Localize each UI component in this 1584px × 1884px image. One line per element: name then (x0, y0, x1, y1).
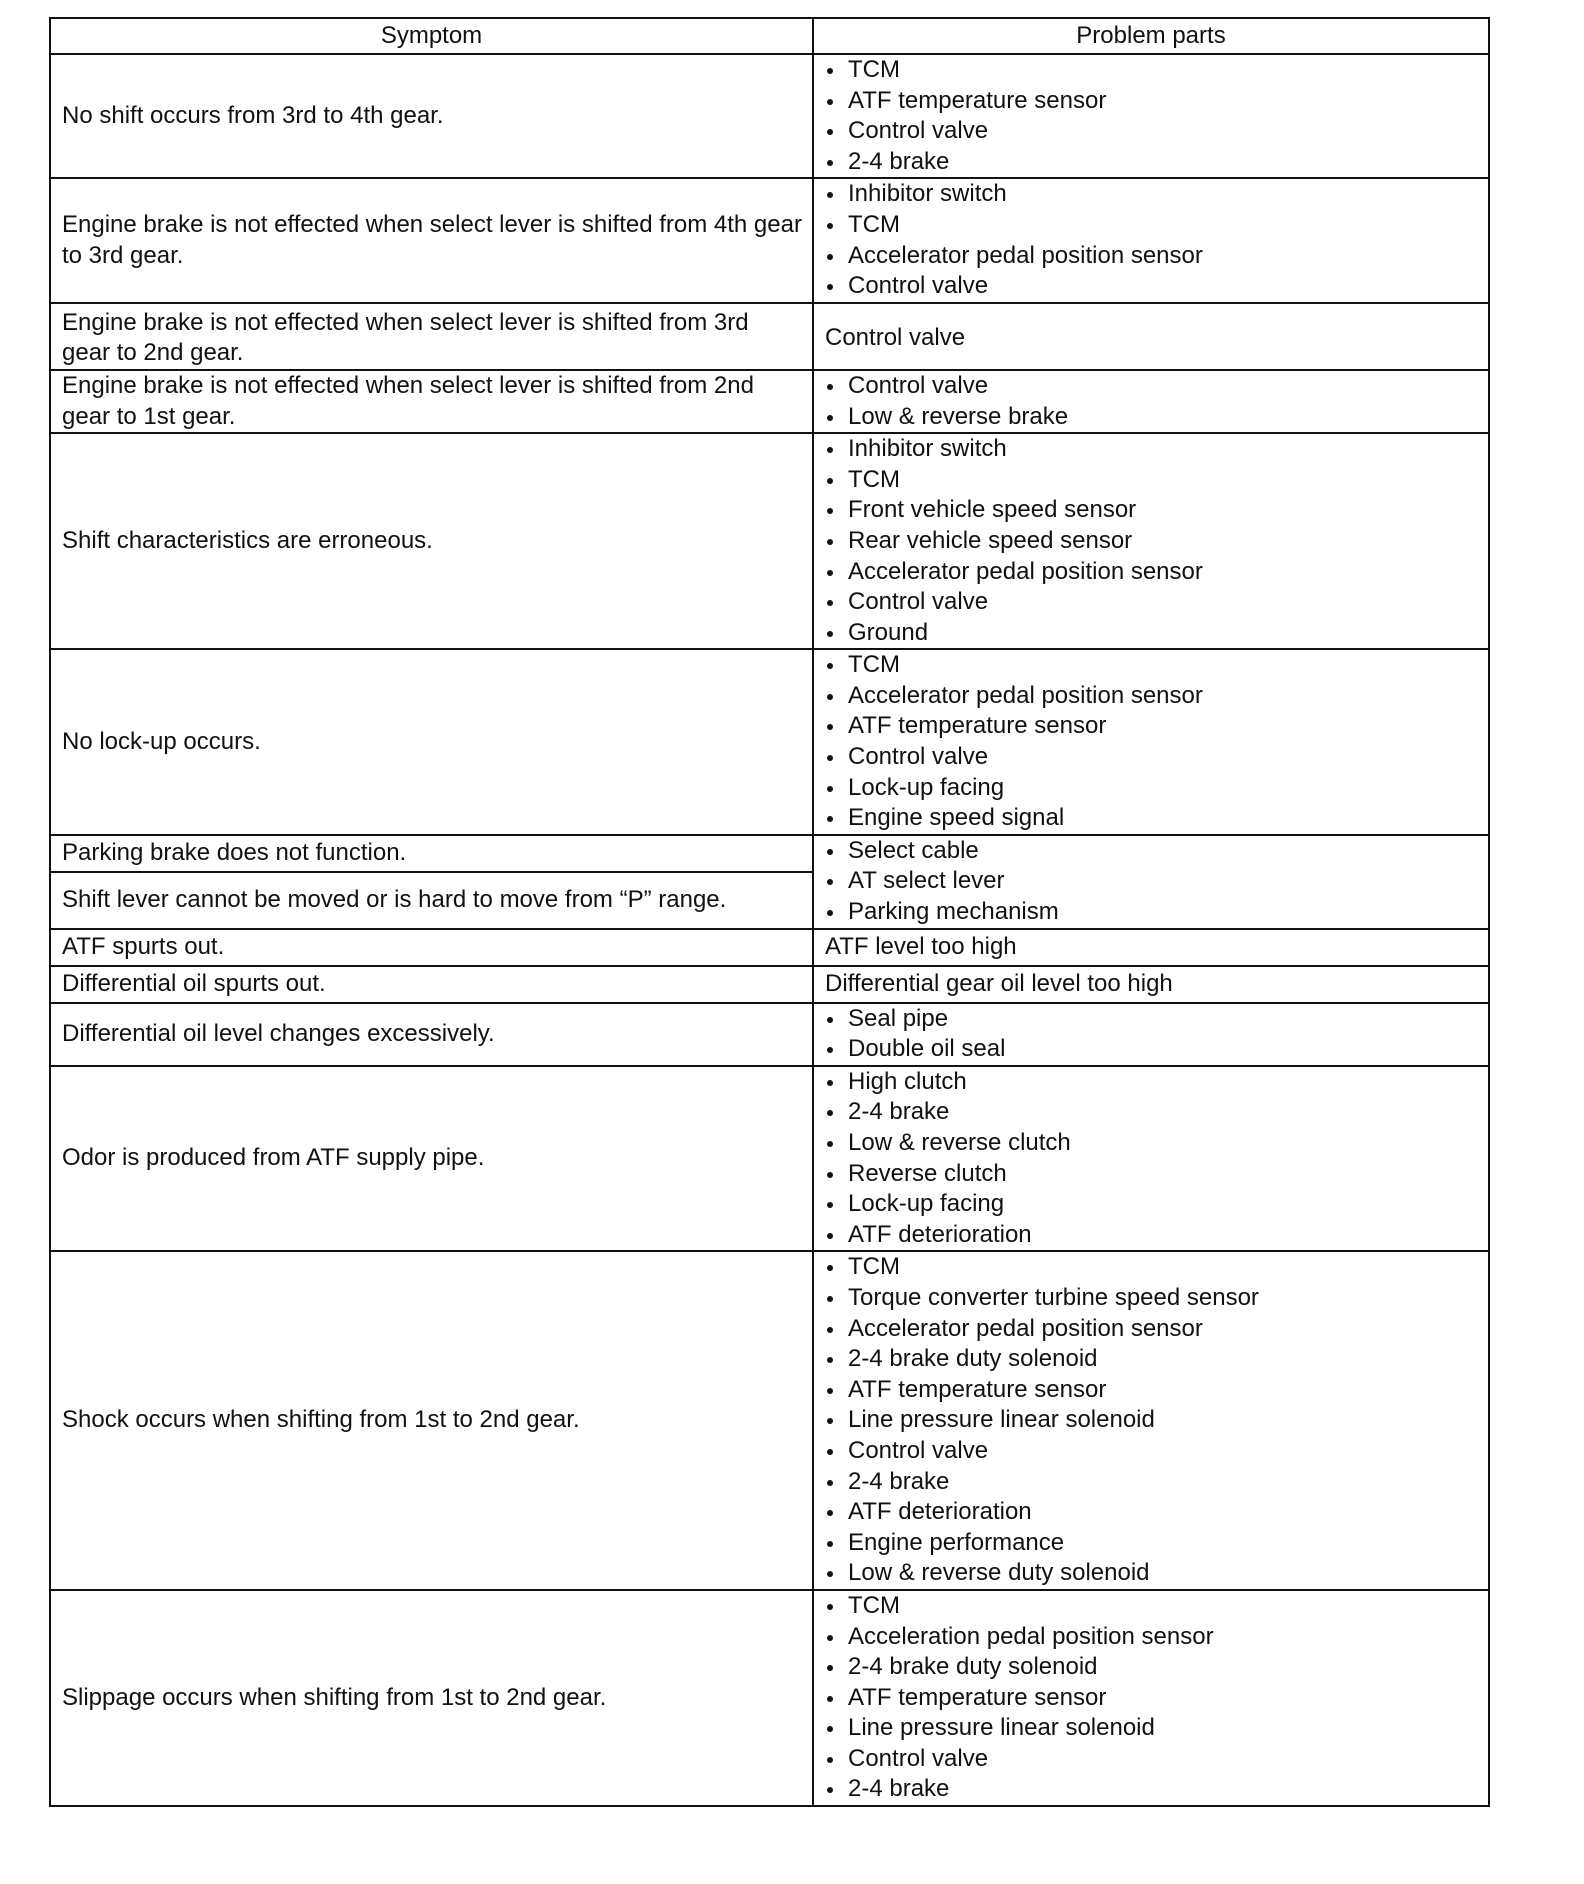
symptom-cell: Engine brake is not effected when select lever is shifted from 2nd gear to 1st gear. (50, 370, 813, 433)
parts-list (825, 434, 1478, 648)
problem-part-item: AT select lever (825, 866, 1478, 897)
table-row (50, 929, 1489, 966)
problem-part-item: TCM (825, 210, 1478, 241)
symptom-cell: ATF spurts out. (50, 929, 813, 966)
table-row (50, 433, 1489, 649)
problem-part-item: Accelerator pedal position sensor (825, 241, 1478, 272)
symptom-cell: Differential oil level changes excessively. (50, 1003, 813, 1066)
parts-list (825, 650, 1478, 834)
symptom-cell: Differential oil spurts out. (50, 966, 813, 1003)
problem-part-item: Engine speed signal (825, 803, 1478, 834)
symptom-cell: No lock-up occurs. (50, 649, 813, 835)
problem-part-item: Control valve (825, 116, 1478, 147)
problem-part-item: 2-4 brake duty solenoid (825, 1344, 1478, 1375)
problem-part-item: Rear vehicle speed sensor (825, 526, 1478, 557)
parts-list (825, 179, 1478, 301)
problem-part-item: Accelerator pedal position sensor (825, 557, 1478, 588)
problem-part-item: Accelerator pedal position sensor (825, 1314, 1478, 1345)
problem-part-item: Control valve (825, 271, 1478, 302)
parts-cell (813, 649, 1489, 835)
problem-part-item: Control valve (825, 742, 1478, 773)
problem-part-item: 2-4 brake (825, 1097, 1478, 1128)
parts-list (825, 1067, 1478, 1251)
table-row (50, 303, 1489, 370)
header-row (50, 18, 1489, 54)
parts-list (825, 836, 1478, 928)
symptom-cell: Shock occurs when shifting from 1st to 2nd gear. (50, 1251, 813, 1590)
parts-list (825, 1252, 1478, 1589)
parts-list (825, 371, 1478, 432)
problem-part-item: Control valve (825, 1436, 1478, 1467)
table-row (50, 178, 1489, 302)
table-body (50, 54, 1489, 1806)
problem-part-item: Inhibitor switch (825, 434, 1478, 465)
problem-part-item: ATF temperature sensor (825, 711, 1478, 742)
problem-part-item: Front vehicle speed sensor (825, 495, 1478, 526)
problem-part-item: 2-4 brake duty solenoid (825, 1652, 1478, 1683)
problem-part-item: Low & reverse brake (825, 402, 1478, 433)
problem-part-item: Low & reverse clutch (825, 1128, 1478, 1159)
problem-part-item: Parking mechanism (825, 897, 1478, 928)
parts-cell (813, 1590, 1489, 1806)
header-problem-parts: Problem parts (813, 18, 1489, 54)
parts-cell (813, 370, 1489, 433)
parts-cell (813, 54, 1489, 178)
parts-cell (813, 1003, 1489, 1066)
symptom-cell: Shift lever cannot be moved or is hard to move from “P” range. (50, 872, 813, 929)
table-row (50, 649, 1489, 835)
problem-part-item: ATF deterioration (825, 1497, 1478, 1528)
problem-part-item: Control valve (825, 587, 1478, 618)
table-row (50, 370, 1489, 433)
header-symptom: Symptom (50, 18, 813, 54)
problem-part-item: ATF temperature sensor (825, 1683, 1478, 1714)
problem-part-item: Inhibitor switch (825, 179, 1478, 210)
problem-part-item: Double oil seal (825, 1034, 1478, 1065)
problem-part-item: Low & reverse duty solenoid (825, 1558, 1478, 1589)
symptom-cell: Engine brake is not effected when select lever is shifted from 3rd gear to 2nd gear. (50, 303, 813, 370)
symptom-cell: Slippage occurs when shifting from 1st to 2nd gear. (50, 1590, 813, 1806)
symptom-cell: Shift characteristics are erroneous. (50, 433, 813, 649)
problem-part-item: Accelerator pedal position sensor (825, 681, 1478, 712)
parts-list (825, 1591, 1478, 1805)
parts-cell: Control valve (813, 303, 1489, 370)
problem-part-item: Lock-up facing (825, 1189, 1478, 1220)
parts-list (825, 1004, 1478, 1065)
problem-part-item: TCM (825, 1252, 1478, 1283)
problem-part-item: 2-4 brake (825, 147, 1478, 178)
parts-cell: Differential gear oil level too high (813, 966, 1489, 1003)
problem-part-item: TCM (825, 1591, 1478, 1622)
problem-part-item: Torque converter turbine speed sensor (825, 1283, 1478, 1314)
problem-part-item: ATF temperature sensor (825, 86, 1478, 117)
symptom-cell: Odor is produced from ATF supply pipe. (50, 1066, 813, 1252)
problem-part-item: Control valve (825, 371, 1478, 402)
table-row (50, 54, 1489, 178)
diagnosis-table (49, 17, 1490, 1807)
problem-part-item: Control valve (825, 1744, 1478, 1775)
parts-list (825, 55, 1478, 177)
parts-cell (813, 178, 1489, 302)
problem-part-item: Ground (825, 618, 1478, 649)
table-row (50, 1066, 1489, 1252)
problem-part-item: ATF deterioration (825, 1220, 1478, 1251)
table-row (50, 966, 1489, 1003)
parts-cell (813, 1066, 1489, 1252)
problem-part-item: Engine performance (825, 1528, 1478, 1559)
problem-part-item: TCM (825, 55, 1478, 86)
problem-part-item: High clutch (825, 1067, 1478, 1098)
problem-part-item: Line pressure linear solenoid (825, 1713, 1478, 1744)
problem-part-item: 2-4 brake (825, 1467, 1478, 1498)
problem-part-item: TCM (825, 650, 1478, 681)
symptom-cell: Parking brake does not function. (50, 835, 813, 872)
problem-part-item: Acceleration pedal position sensor (825, 1622, 1478, 1653)
problem-part-item: Reverse clutch (825, 1159, 1478, 1190)
parts-cell (813, 835, 1489, 929)
parts-cell (813, 433, 1489, 649)
problem-part-item: Lock-up facing (825, 773, 1478, 804)
problem-part-item: ATF temperature sensor (825, 1375, 1478, 1406)
problem-part-item: Line pressure linear solenoid (825, 1405, 1478, 1436)
table-row (50, 1590, 1489, 1806)
problem-part-item: 2-4 brake (825, 1774, 1478, 1805)
parts-cell: ATF level too high (813, 929, 1489, 966)
symptom-cell: Engine brake is not effected when select lever is shifted from 4th gear to 3rd gear. (50, 178, 813, 302)
problem-part-item: Seal pipe (825, 1004, 1478, 1035)
table-row (50, 1251, 1489, 1590)
problem-part-item: Select cable (825, 836, 1478, 867)
problem-part-item: TCM (825, 465, 1478, 496)
table-row (50, 1003, 1489, 1066)
symptom-cell: No shift occurs from 3rd to 4th gear. (50, 54, 813, 178)
table-row (50, 835, 1489, 872)
parts-cell (813, 1251, 1489, 1590)
